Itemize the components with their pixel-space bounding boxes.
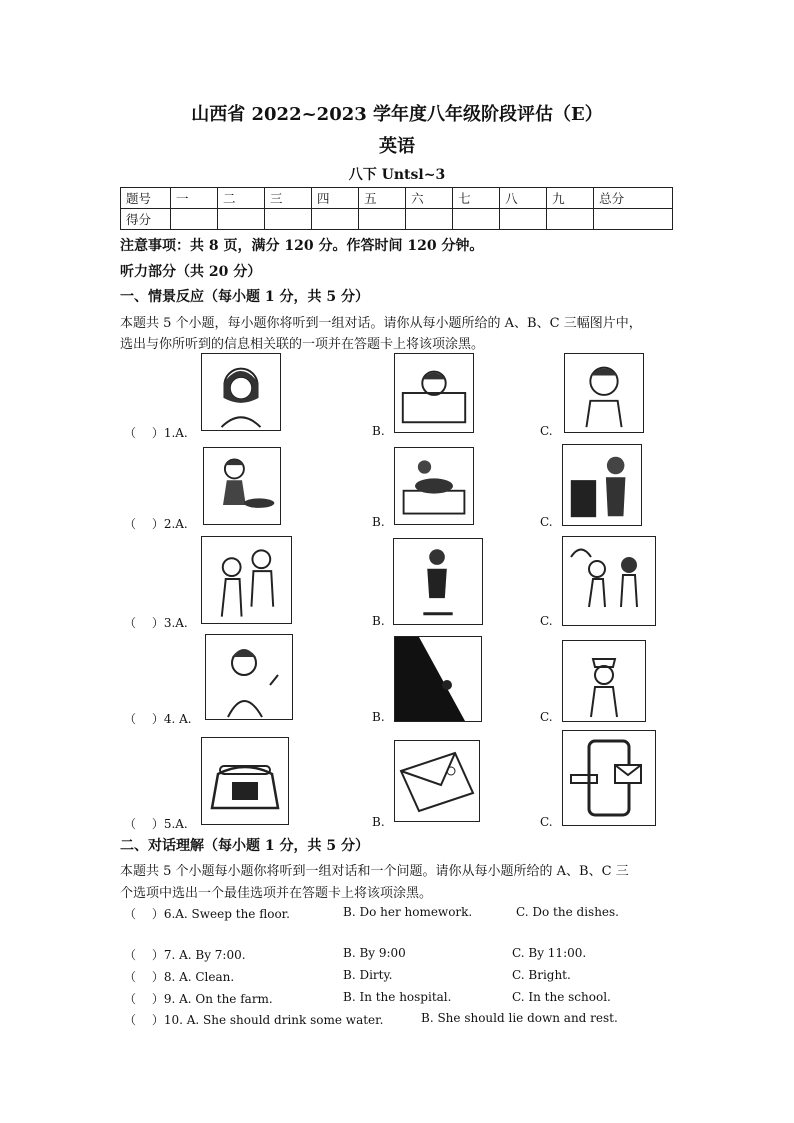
option-b: B. xyxy=(372,710,385,724)
boy-planting-icon[interactable] xyxy=(393,538,483,625)
option-b: B. xyxy=(372,515,385,529)
people-helping-icon[interactable] xyxy=(201,536,292,624)
table-cell: 五 xyxy=(359,188,406,209)
score-cell[interactable] xyxy=(359,209,406,230)
option-b: B. xyxy=(372,815,385,829)
girl-in-bed-icon[interactable] xyxy=(394,353,474,433)
question-4-label: （ ）4. A. xyxy=(124,712,192,726)
notes: 注意事项：共 8 页，满分 120 分。作答时间 120 分钟。 xyxy=(120,238,484,254)
question-8-label: （ ）8. A. Clean. xyxy=(124,970,235,984)
question-10-label: （ ）10. A. She should drink some water. xyxy=(124,1013,384,1027)
question-6-label: （ ）6.A. Sweep the floor. xyxy=(124,907,290,921)
woman-waving-icon[interactable] xyxy=(205,634,293,720)
option-c: C. xyxy=(540,424,553,438)
score-table-score-row xyxy=(121,209,673,230)
score-cell[interactable] xyxy=(453,209,500,230)
boy-with-headache-icon[interactable] xyxy=(564,353,644,433)
option-b: B. In the hospital. xyxy=(343,990,452,1004)
section1-instruction: 选出与你所听到的信息相关联的一项并在答题卡上将该项涂黑。 xyxy=(120,337,485,352)
table-cell: 八 xyxy=(500,188,547,209)
table-cell: 四 xyxy=(312,188,359,209)
section2-instruction: 本题共 5 个小题每小题你将听到一组对话和一个问题。请你从每小题所给的 A、B、C 三 xyxy=(120,864,629,879)
units-title: 八下 Untsl~3 xyxy=(348,167,446,183)
question-3-label: （ ）3.A. xyxy=(124,616,188,630)
table-cell: 三 xyxy=(265,188,312,209)
score-cell[interactable] xyxy=(218,209,265,230)
section2-instruction: 个选项中选出一个最佳选项并在答题卡上将该项涂黑。 xyxy=(120,886,433,901)
score-cell[interactable] xyxy=(312,209,359,230)
section1-instruction: 本题共 5 个小题，每小题你将听到一组对话。请你从每小题所给的 A、B、C 三幅图片中， xyxy=(120,316,642,331)
option-c: C. xyxy=(540,515,553,529)
question-1-label: （ ）1.A. xyxy=(124,426,188,440)
listening-title: 听力部分（共 20 分） xyxy=(120,264,262,280)
option-c: C. By 11:00. xyxy=(512,946,587,960)
score-table-header-row xyxy=(121,188,673,209)
option-c: C. xyxy=(540,614,553,628)
section2-title: 二、对话理解（每小题 1 分，共 5 分） xyxy=(120,838,369,854)
score-cell[interactable] xyxy=(171,209,218,230)
table-cell: 六 xyxy=(406,188,453,209)
table-cell: 七 xyxy=(453,188,500,209)
mountain-climber-icon[interactable] xyxy=(394,636,482,722)
score-table xyxy=(120,187,673,230)
telephone-icon[interactable] xyxy=(201,737,289,825)
messy-dishes-icon[interactable] xyxy=(394,447,474,525)
table-cell: 二 xyxy=(218,188,265,209)
table-cell: 题号 xyxy=(121,188,171,209)
option-c: C. In the school. xyxy=(512,990,611,1004)
score-cell[interactable] xyxy=(547,209,594,230)
sick-girl-icon[interactable] xyxy=(201,353,281,431)
phone-message-icon[interactable] xyxy=(562,730,656,826)
option-b: B. By 9:00 xyxy=(343,946,406,960)
envelope-icon[interactable] xyxy=(394,740,480,822)
option-c: C. Bright. xyxy=(512,968,571,982)
table-cell: 九 xyxy=(547,188,594,209)
table-cell: 总分 xyxy=(594,188,673,209)
option-b: B. xyxy=(372,614,385,628)
score-cell[interactable] xyxy=(406,209,453,230)
question-7-label: （ ）7. A. By 7:00. xyxy=(124,948,246,962)
girl-cleaning-icon[interactable] xyxy=(203,447,281,525)
question-9-label: （ ）9. A. On the farm. xyxy=(124,992,273,1006)
nurse-icon[interactable] xyxy=(562,640,646,722)
table-cell: 得分 xyxy=(121,209,171,230)
option-b: B. Dirty. xyxy=(343,968,393,982)
subject-title: 英语 xyxy=(379,136,415,157)
option-b: B. Do her homework. xyxy=(343,905,473,919)
score-cell[interactable] xyxy=(594,209,673,230)
option-b: B. She should lie down and rest. xyxy=(421,1011,618,1025)
section1-title: 一、情景反应（每小题 1 分，共 5 分） xyxy=(120,289,369,305)
exam-title: 山西省 2022~2023 学年度八年级阶段评估（E） xyxy=(191,104,603,125)
table-cell: 一 xyxy=(171,188,218,209)
option-c: C. Do the dishes. xyxy=(516,905,619,919)
kids-cleaning-park-icon[interactable] xyxy=(562,536,656,626)
question-5-label: （ ）5.A. xyxy=(124,817,188,831)
option-b: B. xyxy=(372,424,385,438)
person-taking-out-trash-icon[interactable] xyxy=(562,444,642,526)
question-2-label: （ ）2.A. xyxy=(124,517,188,531)
option-c: C. xyxy=(540,710,553,724)
score-cell[interactable] xyxy=(500,209,547,230)
score-cell[interactable] xyxy=(265,209,312,230)
option-c: C. xyxy=(540,815,553,829)
